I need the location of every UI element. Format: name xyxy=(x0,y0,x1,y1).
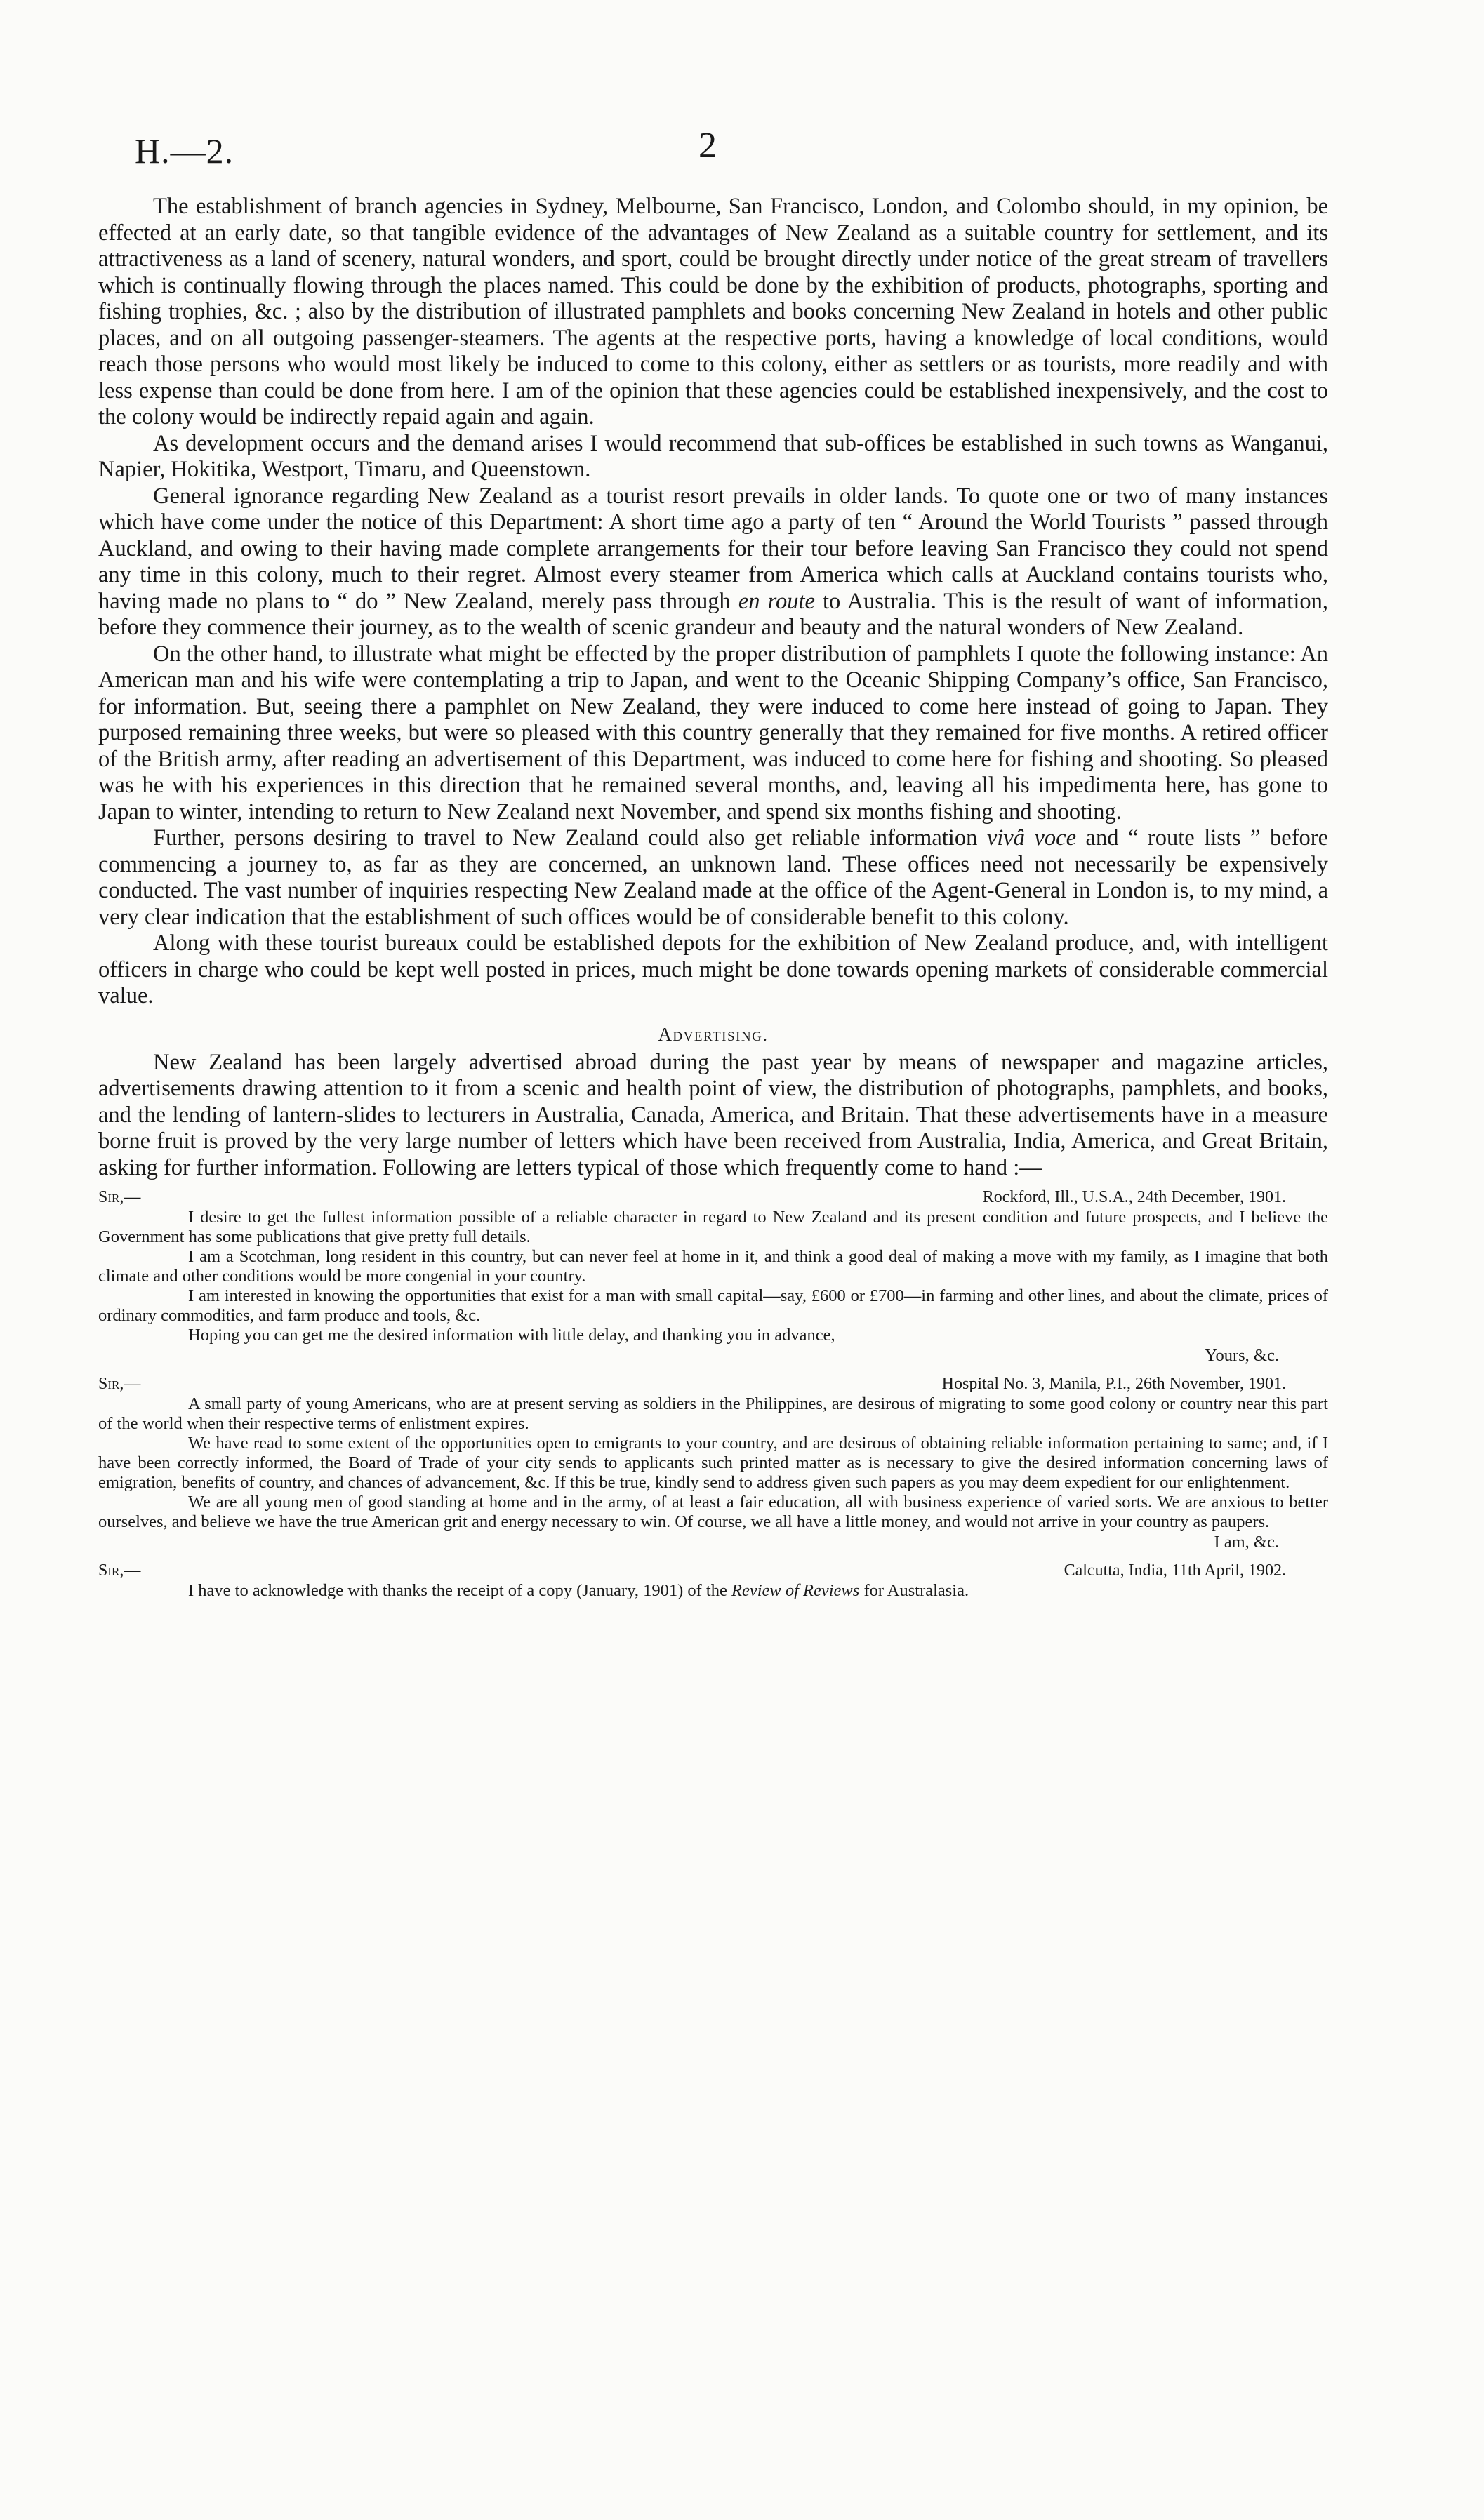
salutation: Sir,— xyxy=(98,1375,141,1393)
paragraph-general-ignorance xyxy=(98,484,1328,641)
paragraph-advertising-intro: New Zealand has been largely advertised abroad during the past year by means of newspaper and magazine articles, advertisements drawing attention to it from a scenic and health point of view, the distribution of photographs, pamphlets, and books, and the lending of lantern-slides to lecturers in Australia, Canada, America, and Britain. That these advertisements have in a measure borne fruit is proved by the very large number of letters which have been received from Australia, India, America, and Great Britain, asking for further information. Following are letters typical of those which frequently come to hand :— xyxy=(98,1049,1328,1180)
letter-paragraph: I am a Scotchman, long resident in this country, but can never feel at home in it, and think a good deal of making a move with my family, as I imagine that both climate and other conditions would be more congenial in your country. xyxy=(98,1247,1328,1286)
letter-closing: Yours, &c. xyxy=(1205,1346,1279,1365)
salutation: Sir,— xyxy=(98,1188,141,1206)
paragraph-text: General ignorance regarding New Zealand as a tourist resort prevails in older lands. To quote one or two of many instances which have come under the notice of this Department: A short time ago a party of ten “ Around the World Tourists ” passed through Auckland, and owing to their having made complete arrangements for their tour before leaving San Francisco they could not spend any time in this colony, much to their regret. Almost every steamer from America which calls at Auckland contains tourists who, having made no plans to “ do ” New Zealand, merely pass through xyxy=(98,483,1328,614)
salutation: Sir,— xyxy=(98,1561,141,1580)
letter-paragraph: Hoping you can get me the desired information with little delay, and thanking you in advance, xyxy=(188,1326,835,1345)
paragraph-depots: Along with these tourist bureaux could be established depots for the exhibition of New Zealand produce, and, with intelligent officers in charge who could be kept well posted in prices, much might be done towards opening markets of considerable commercial value. xyxy=(98,931,1328,1008)
place-date: Hospital No. 3, Manila, P.I., 26th November, 1901. xyxy=(941,1375,1286,1393)
letter-opening xyxy=(98,1187,1328,1208)
letter-text: I have to acknowledge with thanks the receipt of a copy (January, 1901) of the xyxy=(188,1581,727,1600)
letter-paragraph: I am interested in knowing the opportunities that exist for a man with small capital—say, £600 or £700—in farming and other lines, and about the climate, prices of ordinary commodities, and farm produce and tools, &c. xyxy=(98,1286,1328,1325)
letter-paragraph: We are all young men of good standing at home and in the army, of at least a fair education, all with business experience of varied sorts. We are anxious to better ourselves, and believe we have the true American grit and energy necessary to win. Of course, we all have a little money, and would not arrive in your country as paupers. xyxy=(98,1493,1328,1531)
paragraph-sub-offices: As development occurs and the demand arises I would recommend that sub-offices be established in such towns as Wanganui, Napier, Hokitika, Westport, Timaru, and Queenstown. xyxy=(98,430,1328,482)
section-heading-advertising: Advertising. xyxy=(658,1023,769,1045)
letter-rockford xyxy=(98,1187,1328,1366)
letter-opening xyxy=(98,1373,1328,1394)
letter-text: for Australasia. xyxy=(863,1581,969,1600)
letter-manila xyxy=(98,1373,1328,1553)
paragraph-text: to Australia. This is the result of want of information, before they commence their journey, as to the wealth of scenic grandeur and beauty and the natural wonders of New Zealand. xyxy=(98,588,1328,640)
place-date: Rockford, Ill., U.S.A., 24th December, 1901. xyxy=(982,1188,1286,1206)
letter-opening xyxy=(98,1560,1328,1581)
letter-paragraph: A small party of young Americans, who are at present serving as soldiers in the Philippines, are desirous of migrating to some good colony or country near this part of the world when their respective terms of enlistment expires. xyxy=(98,1394,1328,1433)
body-text xyxy=(98,194,1328,1601)
publication-title: Review of Reviews xyxy=(731,1581,860,1600)
letter-paragraph xyxy=(98,1581,1328,1601)
page-number: 2 xyxy=(698,126,717,166)
paragraph-text: and “ route lists ” before commencing a journey to, as far as they are concerned, an unknown land. These offices need not necessarily be expensively conducted. The vast number of inquiries respecting New Zealand made at the office of the Agent-General in London is, to my mind, a very clear indication that the establishment of such offices would be of considerable benefit to this colony. xyxy=(98,825,1329,930)
paragraph-branch-agencies: The establishment of branch agencies in Sydney, Melbourne, San Francisco, London, and Colombo should, in my opinion, be effected at an early date, so that tangible evidence of the advantages of New Zealand as a suitable country for settlement, and its attractiveness as a land of scenery, natural wonders, and sport, could be brought directly under notice of the great stream of travellers which is continually flowing through the places named. This could be done by the exhibition of products, photographs, sporting and fishing trophies, &c. ; also by the distribution of illustrated pamphlets and books concerning New Zealand in hotels and other public places, and on all outgoing passenger-steamers. The agents at the respective ports, having a knowledge of local conditions, would reach those persons who would most likely be induced to come to this colony, either as settlers or as tourists, more readily and with less expense than could be done from here. I am of the opinion that these agencies could be established inexpensively, and the cost to the colony would be indirectly repaid again and again. xyxy=(98,194,1328,429)
paragraph-route-lists xyxy=(98,825,1328,931)
document-reference: H.—2. xyxy=(135,131,234,171)
paragraph-pamphlets: On the other hand, to illustrate what might be effected by the proper distribution of pamphlets I quote the following instance: An American man and his wife were contemplating a trip to Japan, and went to the Oceanic Shipping Company’s office, San Francisco, for information. But, seeing there a pamphlet on New Zealand, they were induced to come here instead of going to Japan. They purposed remaining three weeks, but were so pleased with this country generally that they remained for five months. A retired officer of the British army, after reading an advertisement of this Department, was induced to come here for fishing and shooting. So pleased was he with his experiences in this direction that he remained several months, and, leaving all his impedimenta here, has gone to Japan to winter, intending to return to New Zealand next November, and spend six months fishing and shooting. xyxy=(98,641,1328,825)
letter-paragraph: I desire to get the fullest information possible of a reliable character in regard to New Zealand and its present condition and future prospects, and I believe the Government has some publications that give pretty full details. xyxy=(98,1208,1328,1246)
report-paragraphs xyxy=(98,194,1328,1181)
letter-closing: I am, &c. xyxy=(1214,1533,1279,1552)
paragraph-text: Further, persons desiring to travel to New Zealand could also get reliable information xyxy=(153,825,978,851)
letter-paragraph: We have read to some extent of the opportunities open to emigrants to your country, and are desirous of obtaining reliable information pertaining to same; and, if I have been correctly informed, the Board of Trade of your city sends to applicants such printed matter as is necessary to give the desired information concerning laws of emigration, benefits of country, and chances of advancement, &c. If this be true, kindly send to address given such papers as you may deem expedient for our enlightenment. xyxy=(98,1434,1328,1492)
italic-phrase: en route xyxy=(738,588,815,614)
letter-calcutta xyxy=(98,1560,1328,1601)
place-date: Calcutta, India, 11th April, 1902. xyxy=(1064,1561,1286,1580)
italic-phrase: vivâ voce xyxy=(986,825,1077,851)
